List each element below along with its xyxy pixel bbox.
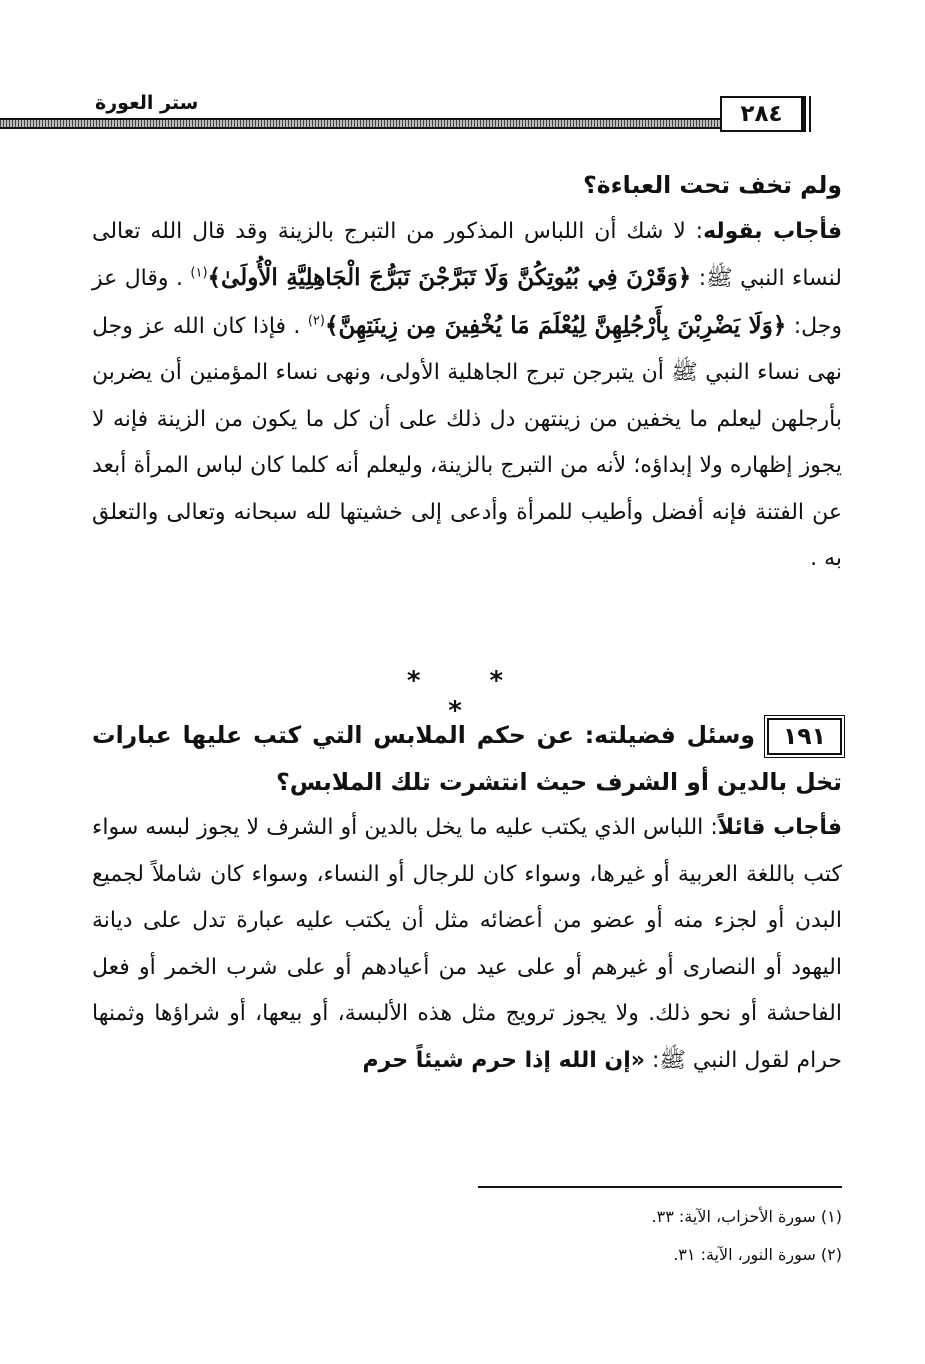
footnote-2: (٢) سورة النور، الآية: ٣١.	[673, 1245, 842, 1264]
footnote-1: (١) سورة الأحزاب، الآية: ٣٣.	[651, 1207, 842, 1226]
answer-text-2: . وقال عز وجل:	[92, 266, 842, 339]
footnote-divider	[478, 1186, 842, 1188]
section-separator: * * *	[406, 666, 534, 726]
header-rule	[0, 118, 740, 129]
running-title: ستر العورة	[95, 92, 199, 114]
main-text	[92, 162, 842, 583]
hadith-quote: «إن الله إذا حرم شيئاً حرم	[362, 1047, 645, 1073]
answer-lead: فأجاب بقوله	[703, 218, 842, 244]
fatwa-section	[92, 712, 842, 1084]
answer-text-3: . فإذا كان الله عز وجل نهى نساء النبي ﷺ أن يتبرجن تبرج الجاهلية الأولى، ونهى نساء المؤمنين أن يضربن بأرجلهن ليعلم ما يخفين من زينتهن دل ذلك على أن كل ما يكون من الزينة فإنه لا يجوز إظهاره ولا إبداؤه؛ لأنه من التبرج بالزينة، وليعلم أنه كلما كان لباس المرأة أبعد عن الفتنة فإنه أفضل وأطيب للمرأة وأدعى إلى خشيتها لله سبحانه وتعالى والتعلق به .	[92, 313, 842, 571]
answer-paragraph	[92, 209, 842, 583]
page-number: ٢٨٤	[720, 96, 803, 132]
fatwa-number: ١٩١	[767, 718, 842, 755]
footnote-ref-1: (١)	[190, 265, 208, 281]
fatwa-answer-lead: فأجاب قائلاً	[717, 815, 842, 840]
question-end: ولم تخف تحت العباءة؟	[583, 171, 842, 199]
answer-text-1: : لا شك أن اللباس المذكور من التبرج بالزينة وقد قال الله تعالى لنساء النبي ﷺ:	[92, 218, 843, 291]
fatwa-question-text: وسئل فضيلته: عن حكم الملابس التي كتب عليها عبارات تخل بالدين أو الشرف حيث انتشرت تلك الملابس؟	[92, 721, 842, 796]
quran-verse-2: ﴿وَلَا يَضْرِبْنَ بِأَرْجُلِهِنَّ لِيُعْلَمَ مَا يُخْفِينَ مِن زِينَتِهِنَّ﴾	[324, 311, 787, 339]
fatwa-answer	[92, 805, 842, 1084]
fatwa-question	[92, 712, 842, 805]
footnote-ref-2: (٢)	[307, 313, 325, 329]
quran-verse-1: ﴿وَقَرْنَ فِي بُيُوتِكُنَّ وَلَا تَبَرَّجْنَ تَبَرُّجَ الْجَاهِلِيَّةِ الْأُولَىٰ﴾	[207, 264, 692, 291]
footnotes	[478, 1198, 842, 1274]
fatwa-answer-text: : اللباس الذي يكتب عليه ما يخل بالدين أو الشرف لا يجوز لبسه سواء كتب باللغة العربية أو غيرها، وسواء كان للرجال أو النساء، وسواء كان شاملاً لجميع البدن أو لجزء منه أو عضو من أعضائه مثل أن يكتب عليه عبارة تدل على ديانة اليهود أو النصارى أو غيرهم أو على عيد من أعيادهم أو على شرب الخمر أو فعل الفاحشة أو نحو ذلك. ولا يجوز ترويج مثل هذه الألبسة، أو بيعها، أو شراؤها وثمنها حرام لقول النبي ﷺ:	[92, 815, 842, 1073]
